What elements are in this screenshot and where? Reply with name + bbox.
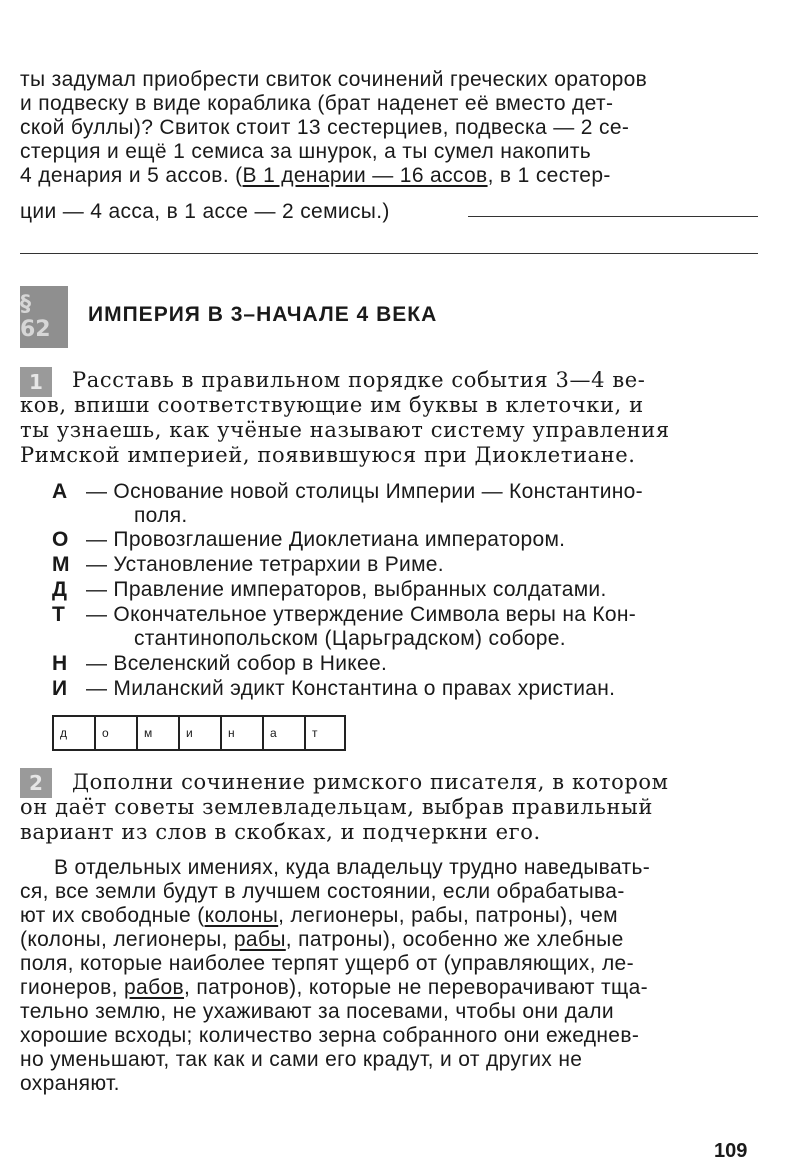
essay-line-4-post: , патроны), особенно же хлебные xyxy=(285,928,624,951)
task-1-line-4: Римской империей, появившуюся при Диоклетиане. xyxy=(20,443,636,467)
event-letter-d: Д xyxy=(52,578,67,601)
task-2-number-icon: 2 xyxy=(20,768,52,798)
event-letter-n: Н xyxy=(52,652,68,675)
essay-line-3-post: , легионеры, рабы, патроны), чем xyxy=(278,904,618,927)
task-2-line-3: вариант из слов в скобках, и подчеркни его. xyxy=(20,820,541,844)
essay-line-10: охраняют. xyxy=(20,1072,120,1095)
intro-line-4: стерция и ещё 1 семиса за шнурок, а ты сумел накопить xyxy=(20,140,592,163)
essay-line-6-post: , патронов), которые не переворачивают тща- xyxy=(184,976,648,999)
event-text-o: — Провозглашение Диоклетиана императором. xyxy=(86,528,566,551)
intro-underlined-hint: В 1 денарии — 16 ассов xyxy=(242,164,488,187)
answer-cell-3[interactable]: м xyxy=(138,717,180,749)
event-text-a-cont: поля. xyxy=(134,504,188,527)
event-text-a: — Основание новой столицы Империи — Константино- xyxy=(86,480,643,503)
intro-line-6: ции — 4 асса, в 1 ассе — 2 семисы.) xyxy=(20,200,390,223)
essay-line-6 xyxy=(20,976,648,1000)
event-text-d: — Правление императоров, выбранных солдатами. xyxy=(86,578,607,601)
answer-cell-7[interactable]: т xyxy=(312,726,318,740)
essay-line-4-pre: (колоны, легионеры, xyxy=(20,928,234,951)
page-number: 109 xyxy=(714,1140,748,1162)
section-title: ИМПЕРИЯ В 3–НАЧАЛЕ 4 ВЕКА xyxy=(88,303,438,326)
event-text-t-cont: стантинопольском (Царьградском) соборе. xyxy=(134,627,566,650)
event-letter-m: М xyxy=(52,553,70,576)
essay-line-2: ся, все земли будут в лучшем состоянии, если обрабатыва- xyxy=(20,880,625,903)
intro-line-2: и подвеску в виде кораблика (брат наденет её вместо дет- xyxy=(20,92,614,115)
answer-cell-1[interactable]: д xyxy=(54,717,96,749)
essay-line-1: В отдельных имениях, куда владельцу трудно наведывать- xyxy=(54,856,651,879)
event-letter-t: Т xyxy=(52,603,65,626)
essay-line-3 xyxy=(20,904,618,928)
event-text-t: — Окончательное утверждение Символа веры на Кон- xyxy=(86,603,637,626)
choice-raby[interactable]: рабы xyxy=(233,928,286,951)
event-letter-i: И xyxy=(52,677,68,700)
choice-rabov[interactable]: рабов xyxy=(124,976,185,999)
task-1-line-2: ков, впиши соответствующие им буквы в клеточки, и xyxy=(20,393,644,417)
essay-line-4 xyxy=(20,928,624,952)
event-letter-o: О xyxy=(52,528,69,551)
answer-line-1[interactable] xyxy=(468,216,758,217)
section-badge: § 62 xyxy=(20,286,68,348)
intro-line-3: ской буллы)? Свиток стоит 13 сестерциев, подвеска — 2 се- xyxy=(20,116,630,139)
event-letter-a: А xyxy=(52,480,68,503)
event-text-i: — Миланский эдикт Константина о правах христиан. xyxy=(86,677,616,700)
task-2-line-2: он даёт советы землевладельцам, выбрав правильный xyxy=(20,795,653,819)
choice-kolony[interactable]: колоны xyxy=(204,904,279,927)
answer-grid xyxy=(52,715,346,751)
intro-line-5 xyxy=(20,164,611,188)
intro-line-1: ты задумал приобрести свиток сочинений греческих ораторов xyxy=(20,68,648,91)
essay-line-7: тельно землю, не ухаживают за посевами, чтобы они дали xyxy=(20,1000,614,1023)
task-1-line-1: Расставь в правильном порядке события 3—4 ве- xyxy=(72,368,646,392)
answer-cell-5[interactable]: н xyxy=(222,717,264,749)
answer-cell-2[interactable]: о xyxy=(96,717,138,749)
essay-line-3-pre: ют их свободные ( xyxy=(20,904,205,927)
essay-line-5: поля, которые наиболее терпят ущерб от (управляющих, ле- xyxy=(20,952,634,975)
intro-line-5-pre: 4 денария и 5 ассов. ( xyxy=(20,164,243,187)
task-2-line-1: Дополни сочинение римского писателя, в котором xyxy=(72,770,669,794)
event-text-n: — Вселенский собор в Никее. xyxy=(86,652,388,675)
answer-cell-6[interactable]: а xyxy=(264,717,306,749)
intro-line-5-post: , в 1 сестер- xyxy=(487,164,611,187)
essay-line-9: но уменьшают, так как и сами его крадут, и от других не xyxy=(20,1048,583,1071)
task-1-number-icon: 1 xyxy=(20,367,52,397)
answer-cell-4[interactable]: и xyxy=(180,717,222,749)
essay-line-8: хорошие всходы; количество зерна собранного они ежеднев- xyxy=(20,1024,640,1047)
event-text-m: — Установление тетрархии в Риме. xyxy=(86,553,444,576)
essay-line-6-pre: гионеров, xyxy=(20,976,125,999)
task-1-line-3: ты узнаешь, как учёные называют систему управления xyxy=(20,418,670,442)
answer-line-2[interactable] xyxy=(20,253,758,254)
